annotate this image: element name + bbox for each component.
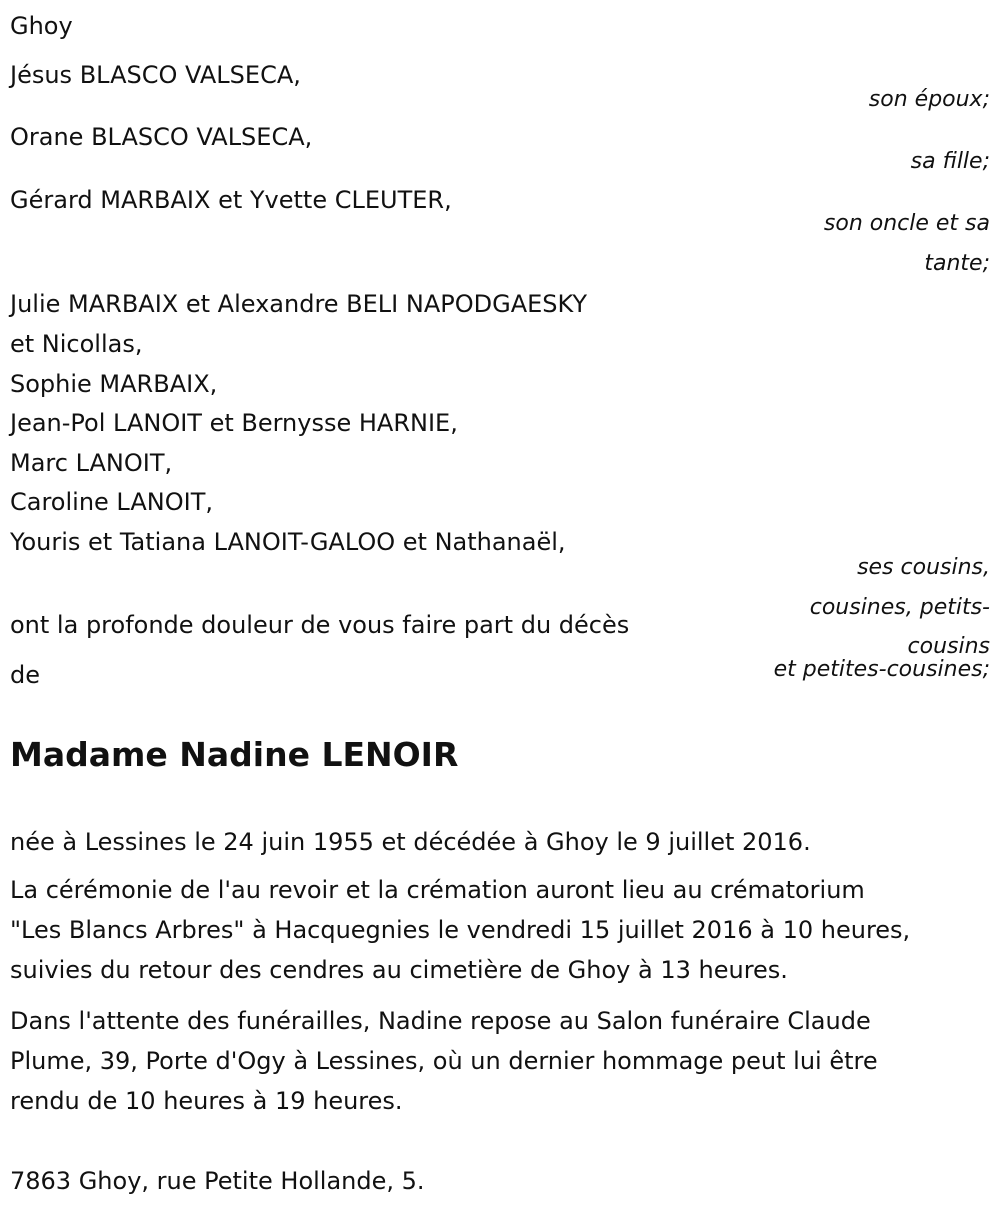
- cousins-relation: et petites-cousines;: [773, 657, 990, 682]
- cousin-name: Jean-Pol LANOIT et Bernysse HARNIE,: [10, 409, 458, 437]
- cousin-name: Youris et Tatiana LANOIT-GALOO et Nathanaël,: [10, 528, 566, 556]
- announcement: de: [10, 661, 40, 689]
- announcement: ont la profonde douleur de vous faire part du décès: [10, 611, 630, 639]
- family-relation: son oncle et sa: [823, 211, 990, 236]
- body-line: Plume, 39, Porte d'Ogy à Lessines, où un dernier hommage peut lui être: [10, 1047, 878, 1075]
- deceased-name: Madame Nadine LENOIR: [10, 735, 459, 774]
- cousin-name: Marc LANOIT,: [10, 449, 173, 477]
- family-name: Orane BLASCO VALSECA,: [10, 123, 313, 151]
- body-line: suivies du retour des cendres au cimetière de Ghoy à 13 heures.: [10, 956, 788, 984]
- cousin-name: Sophie MARBAIX,: [10, 370, 218, 398]
- family-relation: sa fille;: [910, 149, 990, 174]
- place: Ghoy: [10, 12, 73, 40]
- body-line: rendu de 10 heures à 19 heures.: [10, 1087, 403, 1115]
- cousins-relation: cousines, petits-: [809, 595, 990, 620]
- cousins-relation: ses cousins,: [857, 555, 990, 580]
- body-line: La cérémonie de l'au revoir et la crémation auront lieu au crématorium: [10, 876, 865, 904]
- family-name: Jésus BLASCO VALSECA,: [10, 61, 301, 89]
- body-line: "Les Blancs Arbres" à Hacquegnies le vendredi 15 juillet 2016 à 10 heures,: [10, 916, 911, 944]
- family-relation: tante;: [924, 251, 990, 276]
- cousin-name: Julie MARBAIX et Alexandre BELI NAPODGAESKY: [10, 290, 588, 318]
- address: 7863 Ghoy, rue Petite Hollande, 5.: [10, 1167, 425, 1195]
- body-line: Dans l'attente des funérailles, Nadine repose au Salon funéraire Claude: [10, 1007, 871, 1035]
- family-name: Gérard MARBAIX et Yvette CLEUTER,: [10, 186, 452, 214]
- family-relation: son époux;: [868, 87, 990, 112]
- body-line: née à Lessines le 24 juin 1955 et décédée à Ghoy le 9 juillet 2016.: [10, 828, 811, 856]
- cousins-relation: cousins: [907, 634, 990, 659]
- cousin-name: et Nicollas,: [10, 330, 143, 358]
- cousin-name: Caroline LANOIT,: [10, 488, 213, 516]
